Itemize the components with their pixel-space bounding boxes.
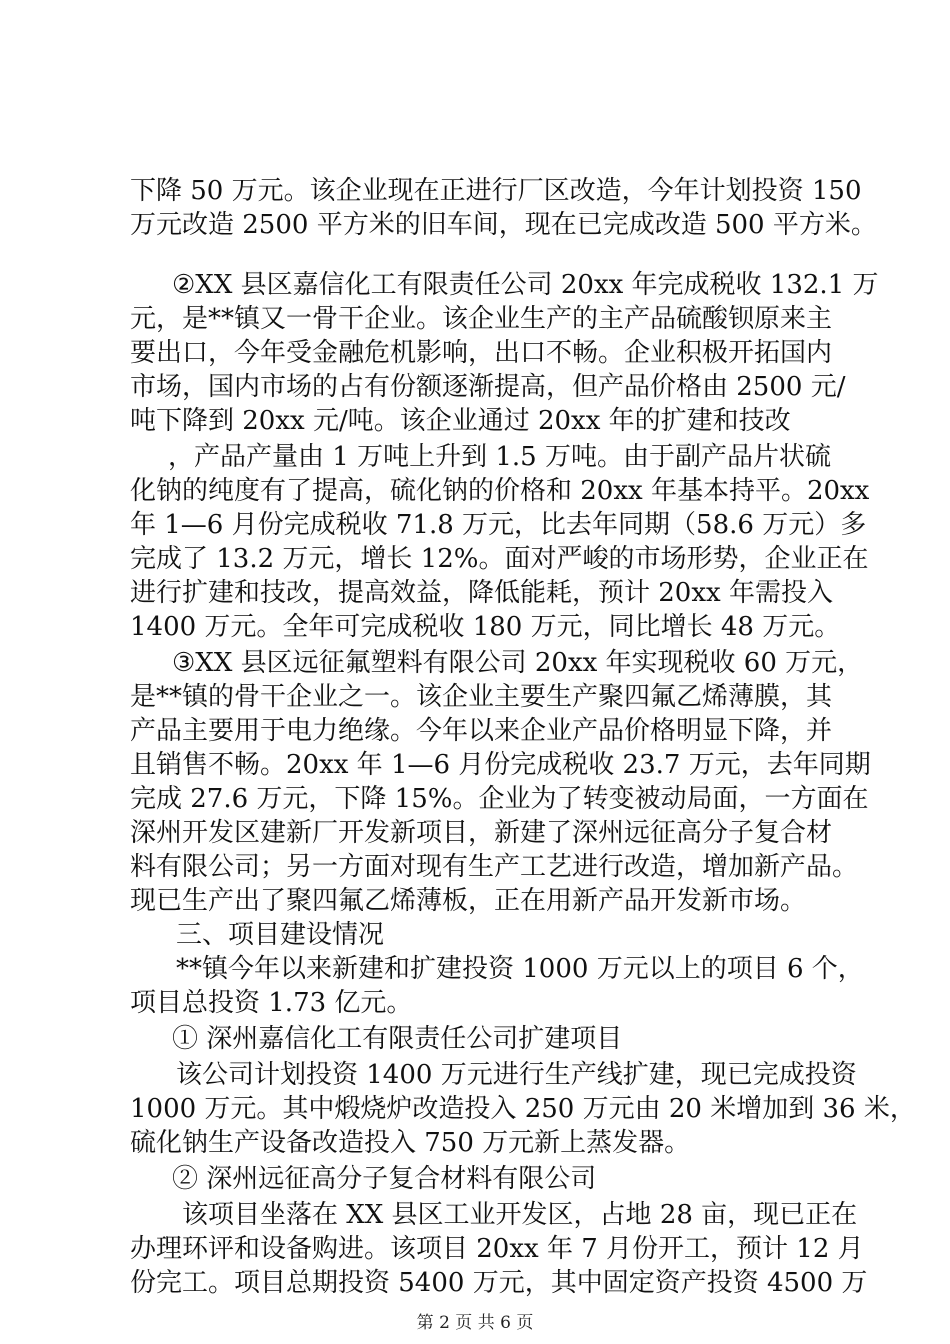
section-heading: 三、项目建设情况: [176, 920, 385, 950]
text-line: 办理环评和设备购进。该项目 20xx 年 7 月份开工，预计 12 月: [130, 1234, 864, 1264]
text-line: 元，是**镇又一骨干企业。该企业生产的主产品硫酸钡原来主: [130, 304, 833, 334]
text-line: 项目总投资 1.73 亿元。: [130, 988, 413, 1018]
subsection-heading: ② 深州远征高分子复合材料有限公司: [172, 1164, 597, 1194]
text-line: 1000 万元。其中煅烧炉改造投入 250 万元由 20 米增加到 36 米，: [130, 1094, 916, 1124]
text-line: 深州开发区建新厂开发新项目，新建了深州远征高分子复合材: [130, 818, 833, 848]
text-line: 产品主要用于电力绝缘。今年以来企业产品价格明显下降，并: [130, 716, 833, 746]
text-line: ②XX 县区嘉信化工有限责任公司 20xx 年完成税收 132.1 万: [172, 270, 879, 300]
text-line: 年 1—6 月份完成税收 71.8 万元，比去年同期（58.6 万元）多: [130, 510, 867, 540]
text-line: ，产品产量由 1 万吨上升到 1.5 万吨。由于副产品片状硫: [168, 442, 831, 472]
text-line: 市场，国内市场的占有份额逐渐提高，但产品价格由 2500 元/: [130, 372, 846, 402]
text-line: 现已生产出了聚四氟乙烯薄板，正在用新产品开发新市场。: [130, 886, 807, 916]
text-line: 料有限公司；另一方面对现有生产工艺进行改造，增加新产品。: [130, 852, 859, 882]
text-line: 该公司计划投资 1400 万元进行生产线扩建，现已完成投资: [176, 1060, 857, 1090]
text-line: ③XX 县区远征氟塑料有限公司 20xx 年实现税收 60 万元，: [172, 648, 864, 678]
page-footer: 第 2 页 共 6 页: [416, 1313, 534, 1333]
text-line: 万元改造 2500 平方米的旧车间，现在已完成改造 500 平方米。: [130, 210, 877, 240]
text-line: 1400 万元。全年可完成税收 180 万元，同比增长 48 万元。: [130, 612, 841, 642]
text-line: 且销售不畅。20xx 年 1—6 月份完成税收 23.7 万元，去年同期: [130, 750, 871, 780]
text-line: 是**镇的骨干企业之一。该企业主要生产聚四氟乙烯薄膜，其: [130, 682, 833, 712]
text-line: 进行扩建和技改，提高效益，降低能耗，预计 20xx 年需投入: [130, 578, 833, 608]
text-line: 完成 27.6 万元，下降 15%。企业为了转变被动局面，一方面在: [130, 784, 869, 814]
text-line: **镇今年以来新建和扩建投资 1000 万元以上的项目 6 个，: [176, 954, 864, 984]
text-line: 要出口，今年受金融危机影响，出口不畅。企业积极开拓国内: [130, 338, 833, 368]
text-line: 该项目坐落在 XX 县区工业开发区，占地 28 亩，现已正在: [182, 1200, 858, 1230]
text-line: 份完工。项目总期投资 5400 万元，其中固定资产投资 4500 万: [130, 1268, 868, 1298]
text-line: 下降 50 万元。该企业现在正进行厂区改造，今年计划投资 150: [130, 176, 862, 206]
text-line: 化钠的纯度有了提高，硫化钠的价格和 20xx 年基本持平。20xx: [130, 476, 870, 506]
text-line: 完成了 13.2 万元，增长 12%。面对严峻的市场形势，企业正在: [130, 544, 869, 574]
subsection-heading: ① 深州嘉信化工有限责任公司扩建项目: [172, 1024, 623, 1054]
text-line: 硫化钠生产设备改造投入 750 万元新上蒸发器。: [130, 1128, 691, 1158]
text-line: 吨下降到 20xx 元/吨。该企业通过 20xx 年的扩建和技改: [130, 406, 791, 436]
